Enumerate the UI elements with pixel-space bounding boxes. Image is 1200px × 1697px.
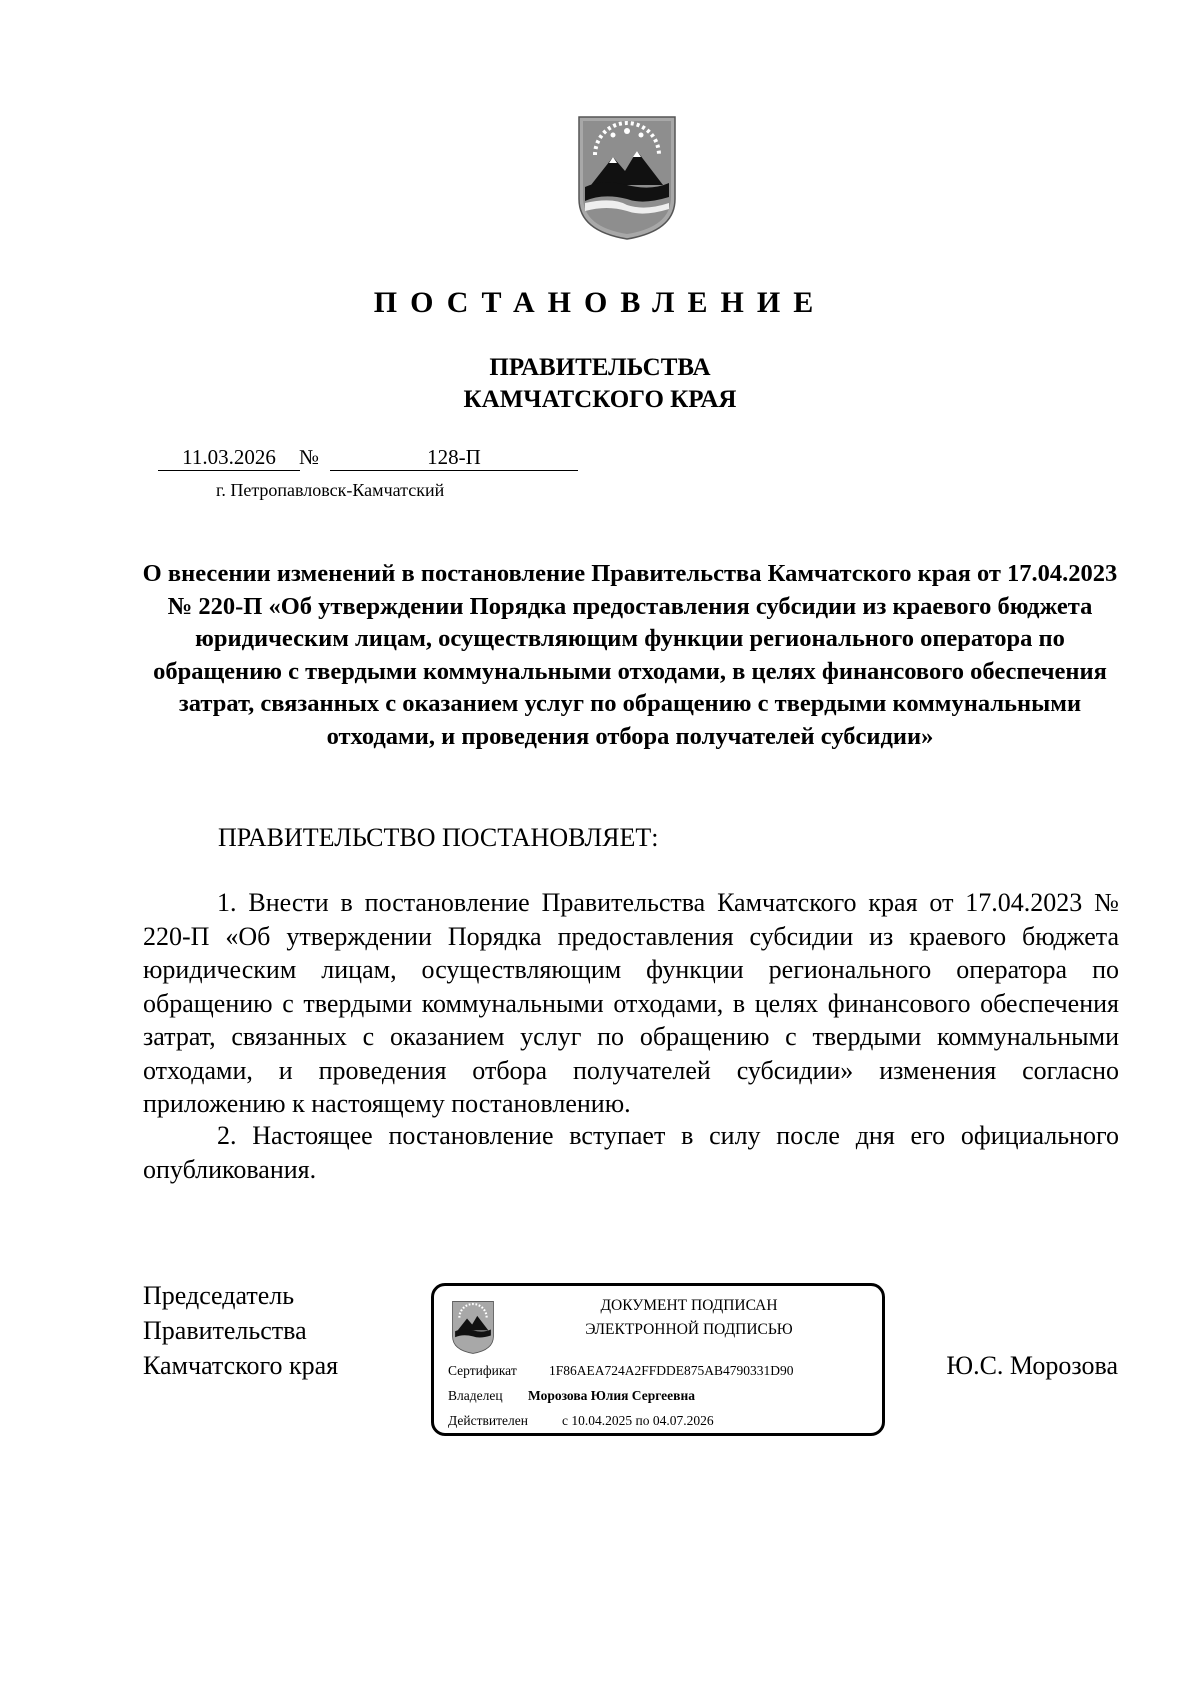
owner-label: Владелец [448,1388,503,1403]
signatory-title-line-2: Правительства [143,1316,307,1345]
paragraph-1: 1. Внести в постановление Правительства Камчатского края от 17.04.2023 № 220-П «Об утверждении Порядка предоставления субсидии из краевого бюджета юридическим лицам, осуществляющим функции регионального оператора по обращению с твердыми коммунальными отходами, в целях финансового обеспечения затрат, связанных с оказанием услуг по обращению с твердыми коммунальными отходами, и проведения отбора получателей субсидии» изменения согласно приложению к настоящему постановлению. [143,888,1119,1118]
issuer-line-2: КАМЧАТСКОГО КРАЯ [463,386,737,413]
issuer-line-1: ПРАВИТЕЛЬСТВА [489,354,711,381]
stamp-heading-2: ЭЛЕКТРОННОЙ ПОДПИСЬЮ [585,1321,793,1338]
document-number: 128-П [330,444,578,471]
electronic-signature-stamp [431,1283,885,1436]
owner-value: Морозова Юлия Сергеевна [528,1388,695,1403]
number-sign: № [299,445,320,469]
validity-label: Действителен [448,1413,528,1428]
signatory-name: Ю.С. Морозова [946,1351,1118,1380]
document-date: 11.03.2026 [158,444,300,471]
validity-value: с 10.04.2025 по 04.07.2026 [562,1413,714,1428]
paragraph-2: 2. Настоящее постановление вступает в силу после дня его официального опубликования. [143,1121,1119,1184]
document-title: О внесении изменений в постановление Правительства Камчатского края от 17.04.2023 № 220-П «Об утверждении Порядка предоставления субсидии из краевого бюджета юридическим лицам, осуществляющим функции регионального оператора по обращению с твердыми коммунальными отходами, в целях финансового обеспечения затрат, связанных с оказанием услуг по обращению с твердыми коммунальными отходами, и проведения отбора получателей субсидии» [142,560,1118,750]
document-city: г. Петропавловск-Камчатский [216,480,445,500]
stamp-coat-of-arms-icon [450,1299,496,1355]
certificate-label: Сертификат [448,1363,517,1378]
signatory-title-line-3: Камчатского края [143,1351,339,1380]
signatory-title-line-1: Председатель [143,1281,295,1310]
certificate-value: 1F86AEA724A2FFDDE875AB4790331D90 [549,1363,794,1378]
stamp-heading-1: ДОКУМЕНТ ПОДПИСАН [600,1297,778,1314]
kamchatka-coat-of-arms-icon [573,113,681,241]
document-type: ПОСТАНОВЛЕНИЕ [373,286,827,319]
resolves-heading: ПРАВИТЕЛЬСТВО ПОСТАНОВЛЯЕТ: [218,823,659,852]
